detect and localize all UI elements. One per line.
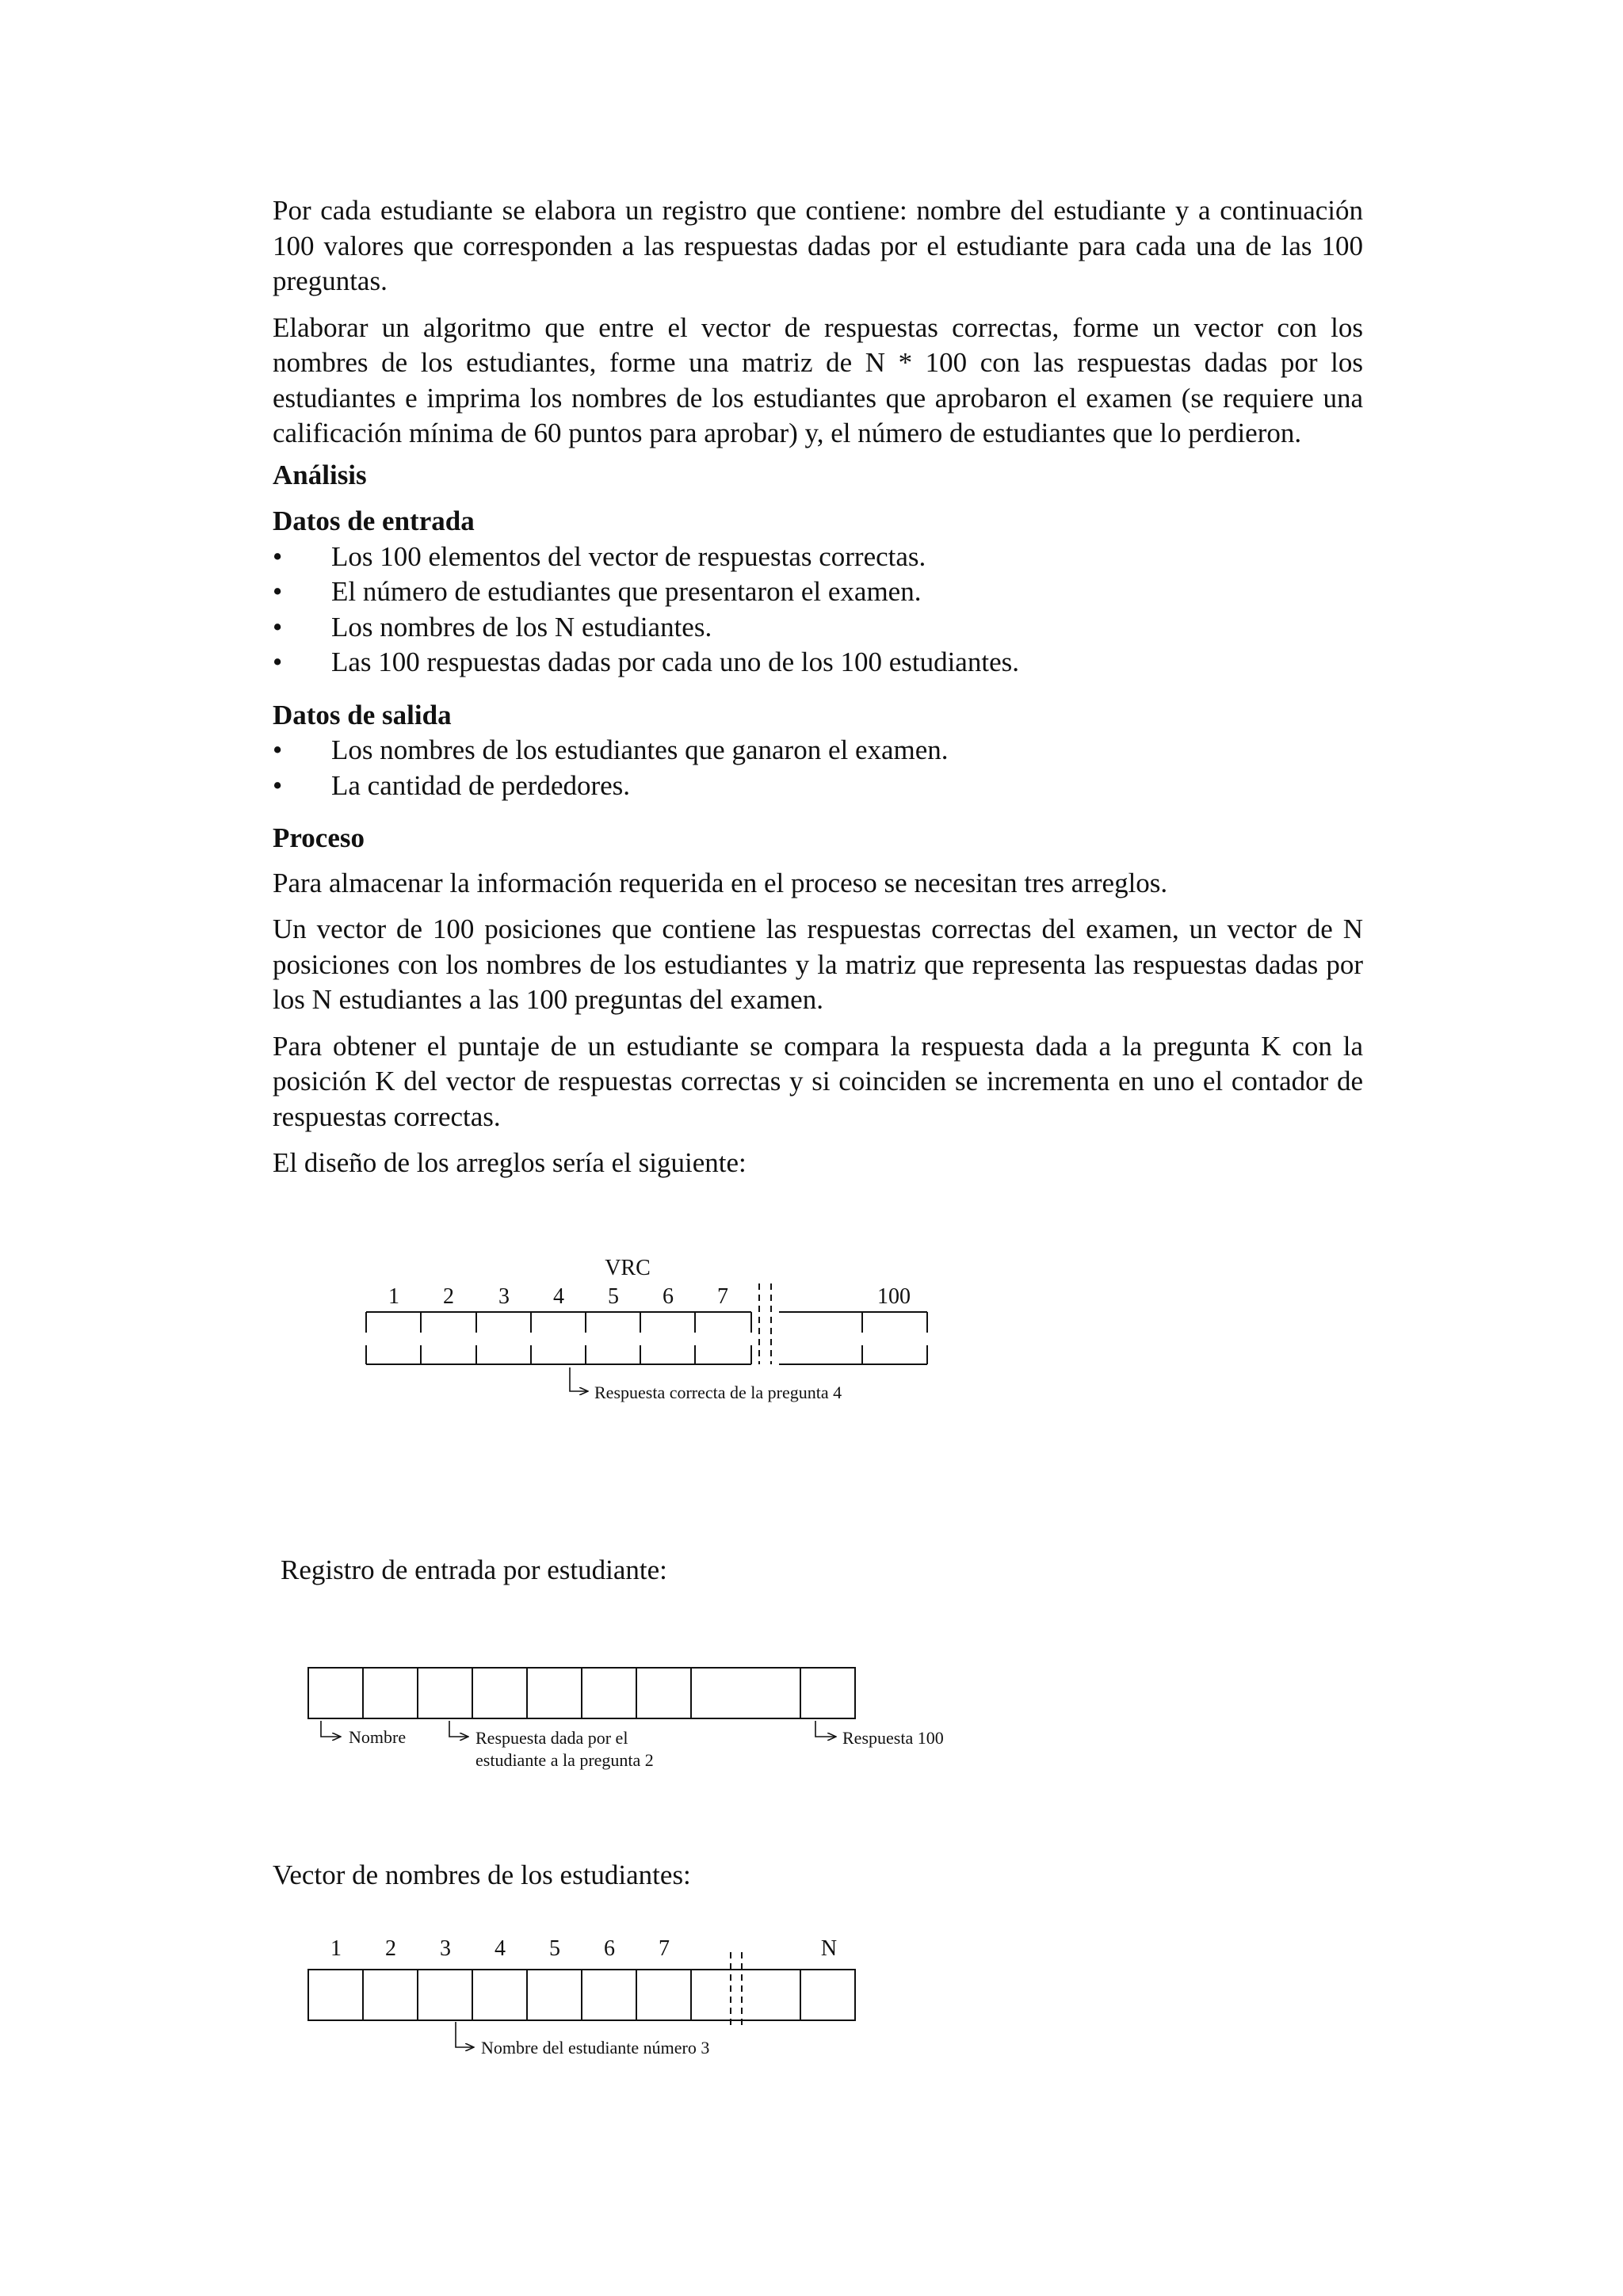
vrc-diagram [366, 1256, 927, 1402]
heading-datos-salida: Datos de salida [273, 699, 452, 730]
registro-respuesta-100-annotation: Respuesta 100 [842, 1728, 944, 1748]
heading-proceso: Proceso [273, 822, 365, 853]
nombres-index: 7 [659, 1936, 670, 1961]
vrc-index: 2 [443, 1284, 454, 1309]
list-item: • La cantidad de perdedores. [273, 769, 1363, 804]
proceso-paragraph-3: Para obtener el puntaje de un estudiante se compara la respuesta dada a la pregunta K con la posición K del vector de respuestas correctas y si coinciden se incrementa en uno el contador de respuestas correctas. [273, 1030, 1363, 1132]
intro-paragraph-1: Por cada estudiante se elabora un registro que contiene: nombre del estudiante y a continuación 100 valores que corresponden a las respuestas dadas por el estudiante para cada una de las 100 preguntas. [273, 195, 1363, 296]
nombres-index: 5 [549, 1936, 560, 1961]
nombres-diagram [308, 1936, 855, 2058]
vrc-title: VRC [605, 1256, 651, 1280]
vrc-last-index: 100 [877, 1284, 911, 1309]
nombres-vector-label: Vector de nombres de los estudiantes: [273, 1859, 691, 1890]
registro-label: Registro de entrada por estudiante: [281, 1554, 667, 1585]
registro-respuesta-100-arrow [815, 1721, 836, 1737]
registro-respuesta-2-annotation-line2: estudiante a la pregunta 2 [475, 1750, 654, 1770]
nombres-index: 1 [330, 1936, 342, 1961]
nombres-cells [308, 1952, 855, 2027]
list-item: • Las 100 respuestas dadas por cada uno de los 100 estudiantes. [273, 645, 1363, 681]
list-item: • Los nombres de los estudiantes que ganaron el examen. [273, 733, 1363, 769]
nombres-index: 3 [440, 1936, 451, 1961]
registro-nombre-annotation: Nombre [349, 1727, 407, 1747]
proceso-paragraph-2: Un vector de 100 posiciones que contiene las respuestas correctas del examen, un vector de N posiciones con los nombres de los estudiantes y la matriz que representa las respuestas dadas por los N estudiantes a las 100 preguntas del examen. [273, 913, 1363, 1015]
list-item: • El número de estudiantes que presentaron el examen. [273, 574, 1363, 610]
vrc-index: 3 [498, 1284, 510, 1309]
proceso-paragraph-4: El diseño de los arreglos sería el siguiente: [273, 1147, 747, 1178]
nombres-indices [330, 1936, 837, 1961]
registro-nombre-arrow [321, 1721, 341, 1737]
vrc-index: 7 [717, 1284, 728, 1309]
registro-respuesta-2-annotation: Respuesta dada por el [475, 1728, 628, 1748]
registro-cells [308, 1668, 855, 1718]
registro-respuesta-2-arrow [449, 1721, 468, 1737]
list-item: • Los 100 elementos del vector de respuestas correctas. [273, 540, 1363, 575]
nombres-annotation: Nombre del estudiante número 3 [481, 2038, 710, 2058]
nombres-pointer-arrow [456, 2022, 474, 2047]
list-item: • Los nombres de los N estudiantes. [273, 610, 1363, 646]
vrc-index: 6 [663, 1284, 674, 1309]
vrc-annotation: Respuesta correcta de la pregunta 4 [594, 1383, 842, 1402]
proceso-paragraph-1: Para almacenar la información requerida en el proceso se necesitan tres arreglos. [273, 867, 1168, 898]
intro-paragraph-2: Elaborar un algoritmo que entre el vector de respuestas correctas, forme un vector con los nombres de los estudiantes, forme una matriz de N * 100 con las respuestas dadas por los estudiantes e imprima los nombres de los estudiantes que aprobaron el examen (se requiere una calificación mínima de 60 puntos para aprobar) y, el número de estudiantes que lo perdieron. [273, 311, 1363, 448]
nombres-index: 4 [495, 1936, 506, 1961]
heading-analisis: Análisis [273, 459, 367, 490]
vrc-index: 4 [553, 1284, 564, 1309]
vrc-indices [388, 1284, 911, 1309]
registro-diagram [308, 1668, 944, 1770]
nombres-index: 2 [385, 1936, 396, 1961]
nombres-index: 6 [604, 1936, 615, 1961]
heading-datos-entrada: Datos de entrada [273, 505, 475, 536]
vrc-index: 5 [608, 1284, 619, 1309]
nombres-last-index: N [820, 1936, 838, 1961]
vrc-index: 1 [388, 1284, 399, 1309]
vrc-pointer-arrow [570, 1367, 588, 1391]
